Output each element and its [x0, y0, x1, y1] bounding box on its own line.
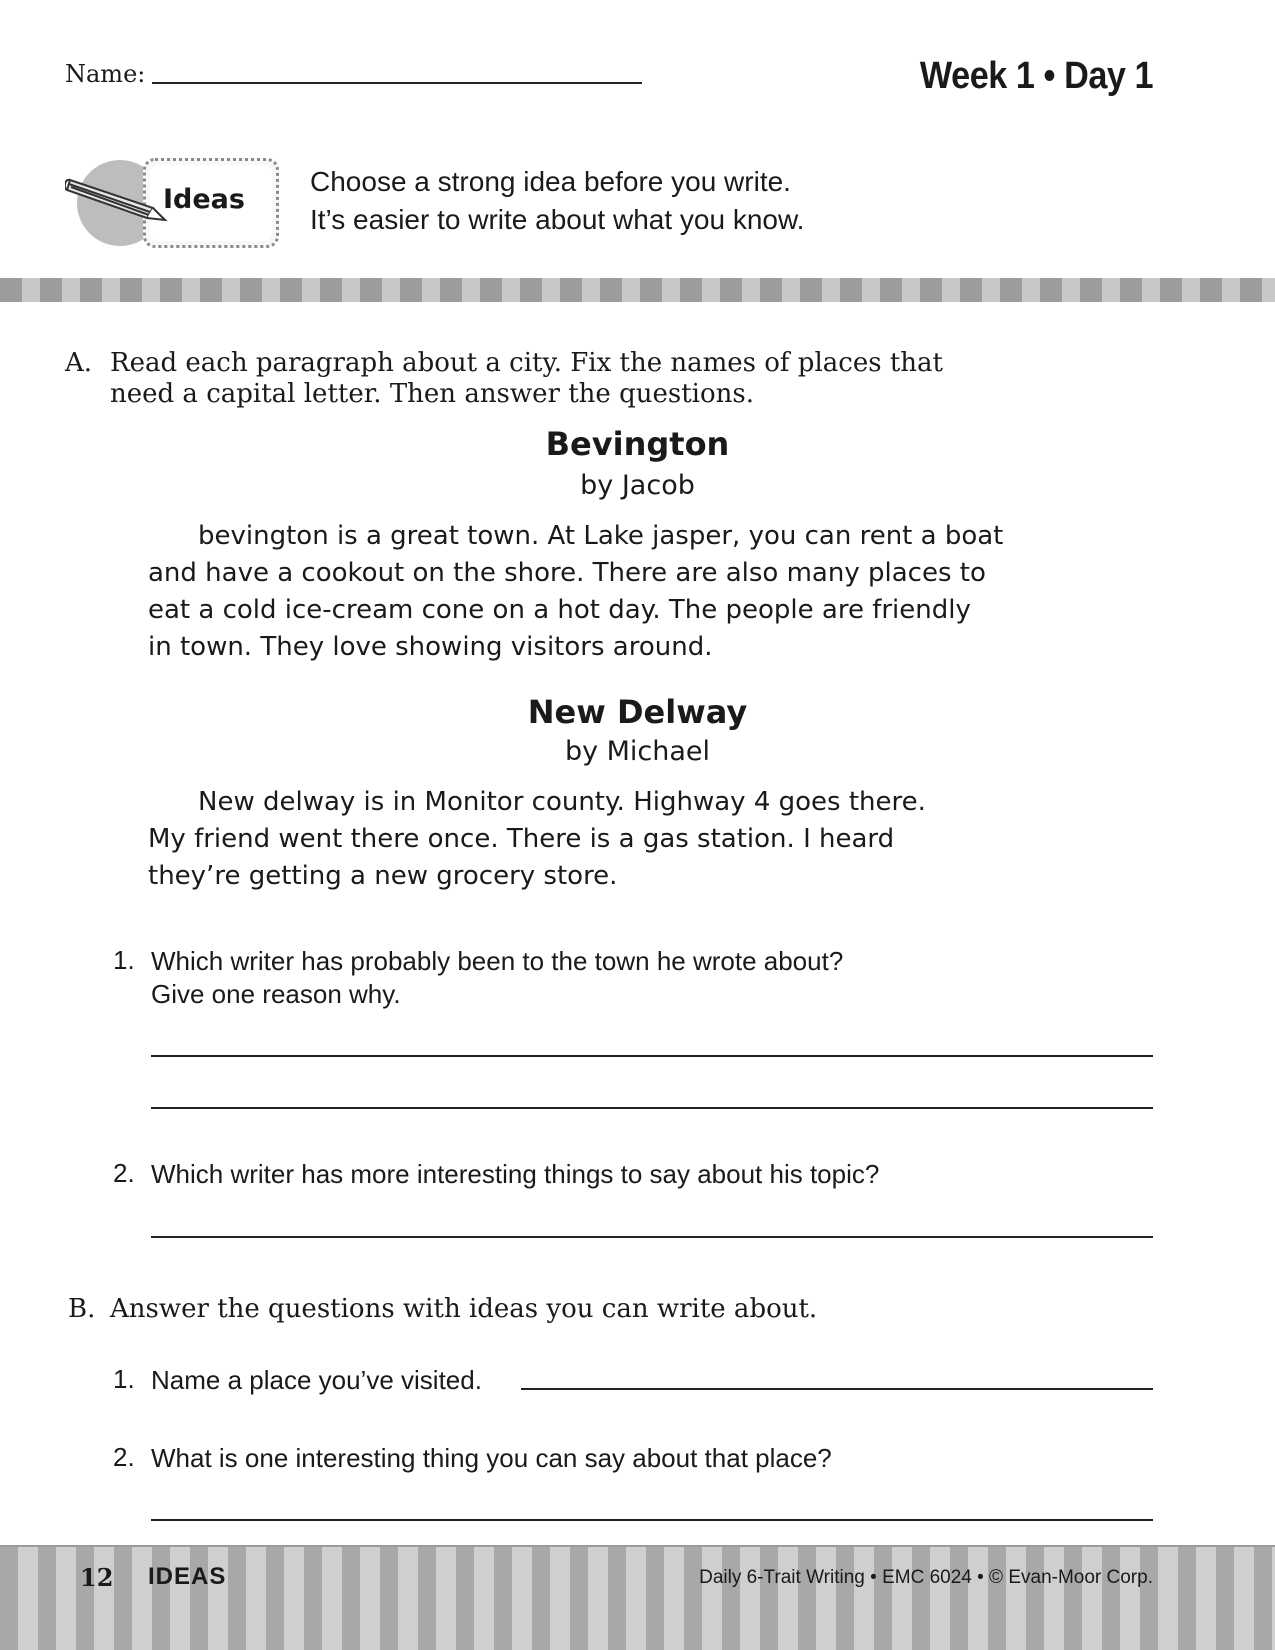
footer-credit: Daily 6-Trait Writing • EMC 6024 • © Evan-Moor Corp.: [699, 1567, 1153, 1588]
pencil-icon: [65, 174, 175, 224]
story-2-line: My friend went there once. There is a gas station. I heard: [148, 824, 895, 854]
section-a-line-2: need a capital letter. Then answer the questions.: [110, 379, 754, 409]
story-2-line: they’re getting a new grocery store.: [148, 861, 618, 891]
question-b2-number: 2.: [113, 1442, 135, 1472]
question-a1-text: [151, 945, 843, 1011]
story-2-line: New delway is in Monitor county. Highway 4 goes there.: [198, 787, 926, 817]
story-1-line: bevington is a great town. At Lake jasper, you can rent a boat: [198, 521, 1004, 551]
question-b1-number: 1.: [113, 1364, 135, 1394]
section-b-instructions: Answer the questions with ideas you can write about.: [110, 1294, 818, 1324]
question-a1-line-1: Which writer has probably been to the town he wrote about?: [151, 946, 844, 976]
answer-line-a2[interactable]: [151, 1236, 1153, 1238]
section-a-line-1: Read each paragraph about a city. Fix the names of places that: [110, 348, 943, 378]
name-label: Name:: [65, 60, 146, 88]
story-1-paragraph: [148, 518, 1048, 666]
story-1-line: and have a cookout on the shore. There are also many places to: [148, 558, 986, 588]
section-a-instructions: [110, 348, 943, 410]
intro-text: [310, 163, 804, 239]
intro-line-1: Choose a strong idea before you write.: [310, 166, 791, 197]
section-a-letter: A.: [65, 348, 93, 378]
footer-divider: [0, 1545, 1275, 1547]
story-2-paragraph: [148, 784, 1048, 895]
story-1-line: in town. They love showing visitors around.: [148, 632, 713, 662]
story-1-author: by Jacob: [580, 470, 695, 501]
answer-line-b1[interactable]: [521, 1388, 1153, 1390]
section-b-letter: B.: [68, 1294, 96, 1324]
badge-label: Ideas: [163, 184, 245, 215]
question-b1-text: Name a place you’ve visited.: [151, 1365, 482, 1395]
story-2-title: New Delway: [527, 693, 748, 731]
page-number: 12: [80, 1563, 114, 1592]
question-a1-number: 1.: [113, 945, 135, 975]
name-field-line[interactable]: [152, 82, 642, 84]
ideas-badge: [65, 152, 290, 252]
answer-line-b2[interactable]: [151, 1519, 1153, 1521]
footer-section-label: IDEAS: [148, 1563, 227, 1590]
question-a1-line-2: Give one reason why.: [151, 979, 401, 1009]
stripe-divider: [0, 278, 1275, 302]
footer-band: [0, 1545, 1275, 1650]
page-title: Week 1 • Day 1: [919, 55, 1153, 97]
story-1-title: Bevington: [545, 425, 730, 463]
question-a2-text: Which writer has more interesting things to say about his topic?: [151, 1159, 880, 1189]
question-a2-number: 2.: [113, 1158, 135, 1188]
answer-line-a1-1[interactable]: [151, 1055, 1153, 1057]
question-b2-text: What is one interesting thing you can say about that place?: [151, 1443, 832, 1473]
story-2-author: by Michael: [564, 736, 711, 767]
answer-line-a1-2[interactable]: [151, 1107, 1153, 1109]
intro-line-2: It’s easier to write about what you know.: [310, 204, 805, 235]
story-1-line: eat a cold ice-cream cone on a hot day. The people are friendly: [148, 595, 971, 625]
